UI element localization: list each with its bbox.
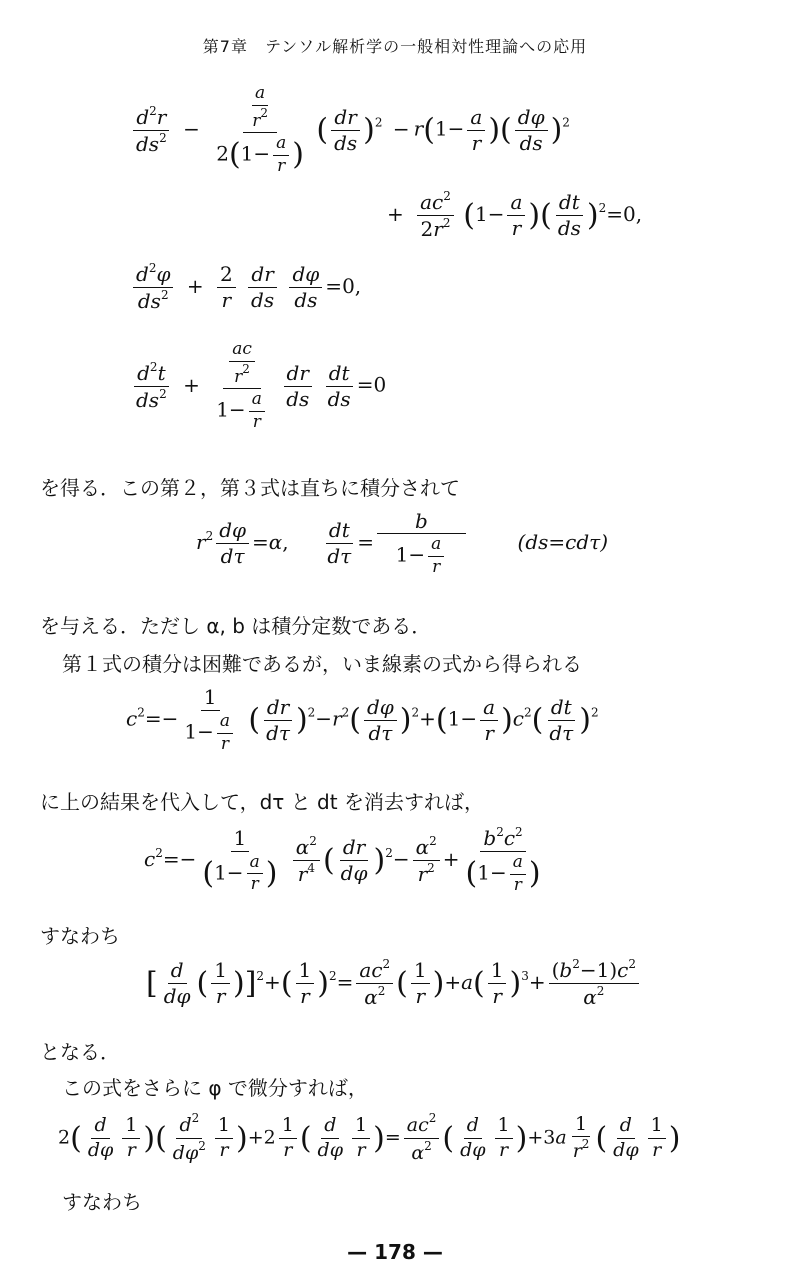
eq-zero: 0 xyxy=(342,274,355,298)
paragraph-2: を与える．ただし α, b は積分定数である． xyxy=(40,614,432,638)
orbit-eq: [ $\frac{d}{d\varphi}$ ( $\frac{1}{r}$ )]$^2$+( $\frac{1}{r}$ )$^2$= $\frac{ac^2}{\alpha^2}$ ( $\frac{1}{r}$ )+a( $\frac{1}{r}$ )$^3$+ $\frac{(b^2-1)c^2}{\alpha^2}$ xyxy=(146,958,642,1009)
geodesic-eq-r-line2: + $\frac{ac^2}{2r^2}$ (1− $\frac{a}{r}$ )( $\frac{dt}{ds}$ )$^2$=0, xyxy=(387,189,643,241)
paragraph-1: を得る．この第２，第３式は直ちに積分されて xyxy=(40,476,460,500)
geodesic-eq-t: $\frac{d^2t}{ds^2}$ + $\frac{ac}{r^2}$ 1− $\frac{a}{r}$ $\frac{dr}{ds}$ $\frac{dt}{ds}$ =0 xyxy=(136,339,387,432)
differentiated-eq: 2( $\frac{d}{d\varphi}$ $\frac{1}{r}$ )( $\frac{d^2}{d\varphi^2}$ $\frac{1}{r}$ )+2 $\frac{1}{r}$ ( $\frac{d}{d\varphi}$ $\frac{1}{r}$ )= $\frac{ac^2}{\alpha^2}$ ( $\frac{d}{d\varphi}$ $\frac{1}{r}$ )+3a $\frac{1}{r^2}$ ( $\frac{d}{d\varphi}$ $\frac{1}{r}$ ) xyxy=(58,1111,681,1164)
eq-zero: 0 xyxy=(373,372,387,397)
eq-zero: 0 xyxy=(623,202,636,226)
geodesic-eq-r-line1: $\frac{d^2r}{ds^2}$ − $\frac{a}{r^2}$ 2(1− $\frac{a}{r}$ ) ( $\frac{dr}{ds}$ )$^2$ − r(1− $\frac{a}{r}$ )( $\frac{d\varphi}{ds}$ )$^2$ xyxy=(130,84,570,176)
substituted-eq: $c^2=-$ 1 (1− $\frac{a}{r}$ ) $\frac{\alpha^2}{r^4}$ ( $\frac{dr}{d\varphi}$ )$^2$− $\frac{\alpha^2}{r^2}$ + $b^2c^2$ (1− $\frac{a}{r}$ ) xyxy=(144,825,541,895)
paragraph-4: に上の結果を代入して，dτ と dt を消去すれば， xyxy=(40,790,484,814)
ds-cdtau-label: (ds=cdτ) xyxy=(517,530,609,555)
running-header: 第7章 テンソル解析学の一般相対性理論への応用 xyxy=(202,37,588,56)
paragraph-7: この式をさらに φ で微分すれば， xyxy=(62,1076,368,1100)
paragraph-3: 第１式の積分は困難であるが，いま線素の式から得られる xyxy=(62,652,582,676)
paragraph-8: すなわち xyxy=(62,1190,142,1214)
line-element-eq: $c^2=-$ 1 1− $\frac{a}{r}$ ( $\frac{dr}{d\tau}$ )$^2-r^2$( $\frac{d\varphi}{d\tau}$ )$^2$+(1− $\frac{a}{r}$ )$c^2$( $\frac{dt}{d\tau}$ )$^2$ xyxy=(126,685,599,754)
paragraph-5: すなわち xyxy=(40,924,120,948)
integrated-eqs: $r^2$ $\frac{d\varphi}{d\tau}$ =α, $\frac{dt}{d\tau}$ = b 1− $\frac{a}{r}$ (ds=cdτ) xyxy=(196,509,609,577)
paragraph-6: となる． xyxy=(40,1040,120,1064)
page-number: — 178 — xyxy=(347,1240,443,1264)
geodesic-eq-phi: $\frac{d^2\varphi}{ds^2}$ + $\frac{2}{r}$ $\frac{dr}{ds}$ $\frac{d\varphi}{ds}$ =0, xyxy=(130,262,361,313)
